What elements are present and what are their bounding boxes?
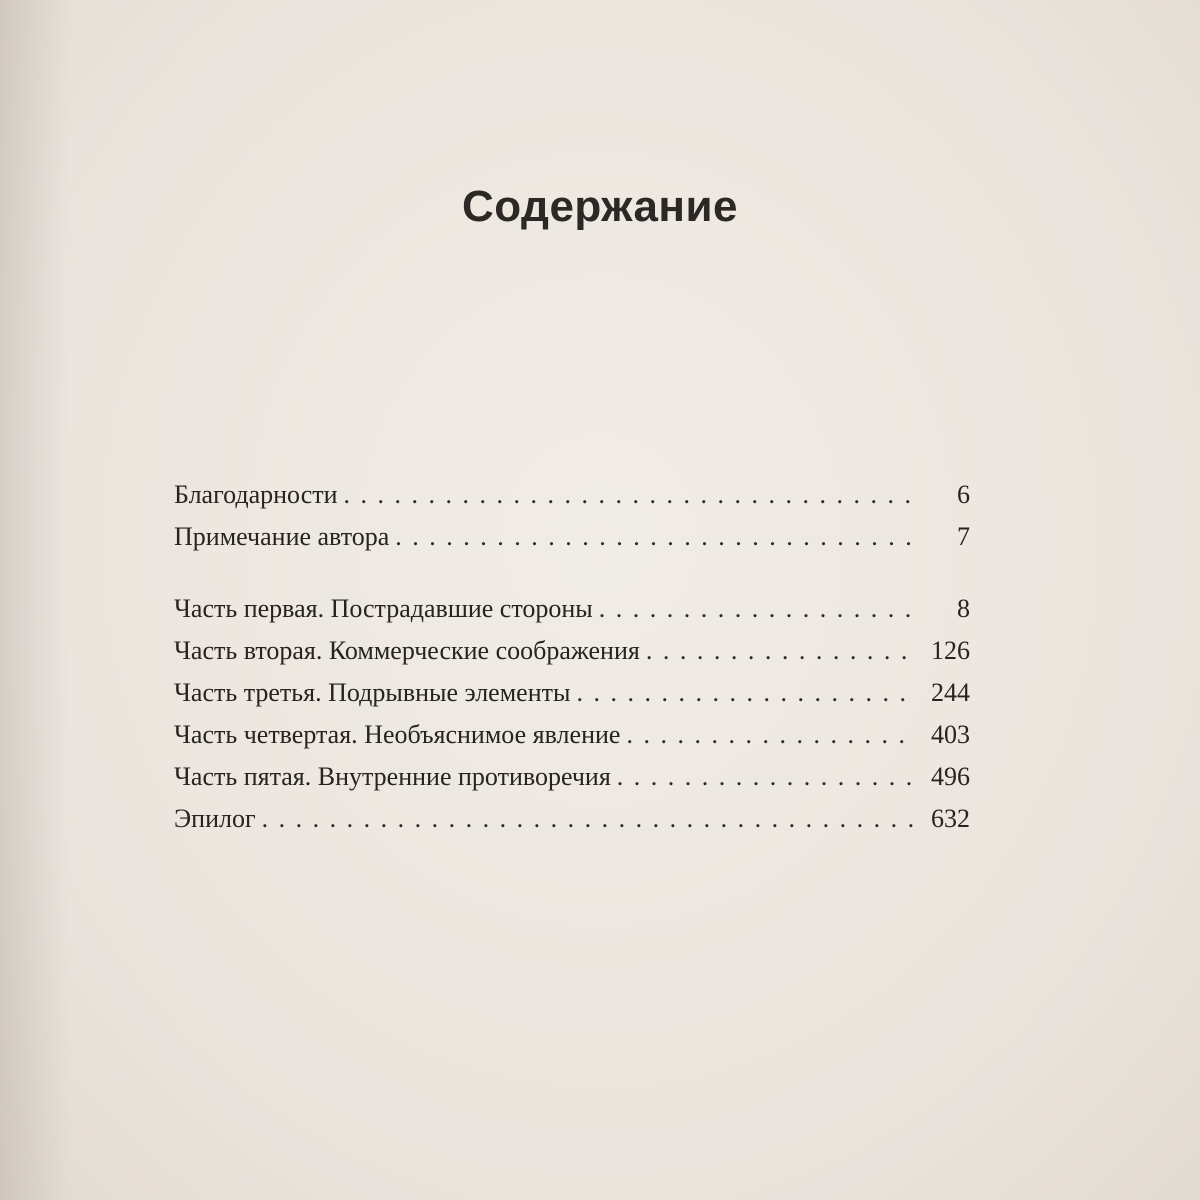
- toc-page-number: 632: [931, 804, 970, 833]
- toc-page-number: 496: [931, 762, 970, 791]
- toc-entry: [174, 720, 970, 762]
- toc-entry-title: Примечание автора: [174, 522, 390, 551]
- toc-page-number: 8: [957, 594, 970, 623]
- toc-leader-dots: [617, 762, 916, 792]
- toc-entry-title: Часть первая. Пострадавшие стороны: [174, 594, 593, 623]
- toc-page-number: 7: [957, 522, 970, 551]
- toc-entry: [174, 594, 970, 636]
- toc-entry-title: Часть четвертая. Необъяснимое явление: [174, 720, 621, 749]
- toc-entry-title: Благодарности: [174, 480, 338, 509]
- toc-entry-title: Часть третья. Подрывные элементы: [174, 678, 571, 707]
- toc-leader-dots: [395, 522, 916, 552]
- page-title: Содержание: [461, 182, 739, 231]
- toc-entry: [174, 480, 970, 522]
- toc-entry: [174, 678, 970, 720]
- toc-entry: [174, 636, 970, 678]
- toc-leader-dots: [646, 636, 916, 666]
- page-edge-shadow: [0, 0, 70, 1200]
- toc-leader-dots: [576, 678, 916, 708]
- toc-entry: [174, 804, 970, 846]
- toc-entry-title: Часть пятая. Внутренние противоречия: [174, 762, 611, 791]
- toc-page-number: 244: [931, 678, 970, 707]
- toc-page-number: 126: [931, 636, 970, 665]
- toc-entry: [174, 522, 970, 564]
- toc-entry-title: Часть вторая. Коммерческие соображения: [174, 636, 640, 665]
- table-of-contents: [174, 480, 970, 846]
- toc-leader-dots: [262, 804, 916, 834]
- toc-leader-dots: [344, 480, 916, 510]
- toc-leader-dots: [626, 720, 916, 750]
- toc-page-number: 403: [931, 720, 970, 749]
- toc-entry: [174, 762, 970, 804]
- toc-entry-title: Эпилог: [174, 804, 256, 833]
- toc-leader-dots: [599, 594, 916, 624]
- toc-page-number: 6: [957, 480, 970, 509]
